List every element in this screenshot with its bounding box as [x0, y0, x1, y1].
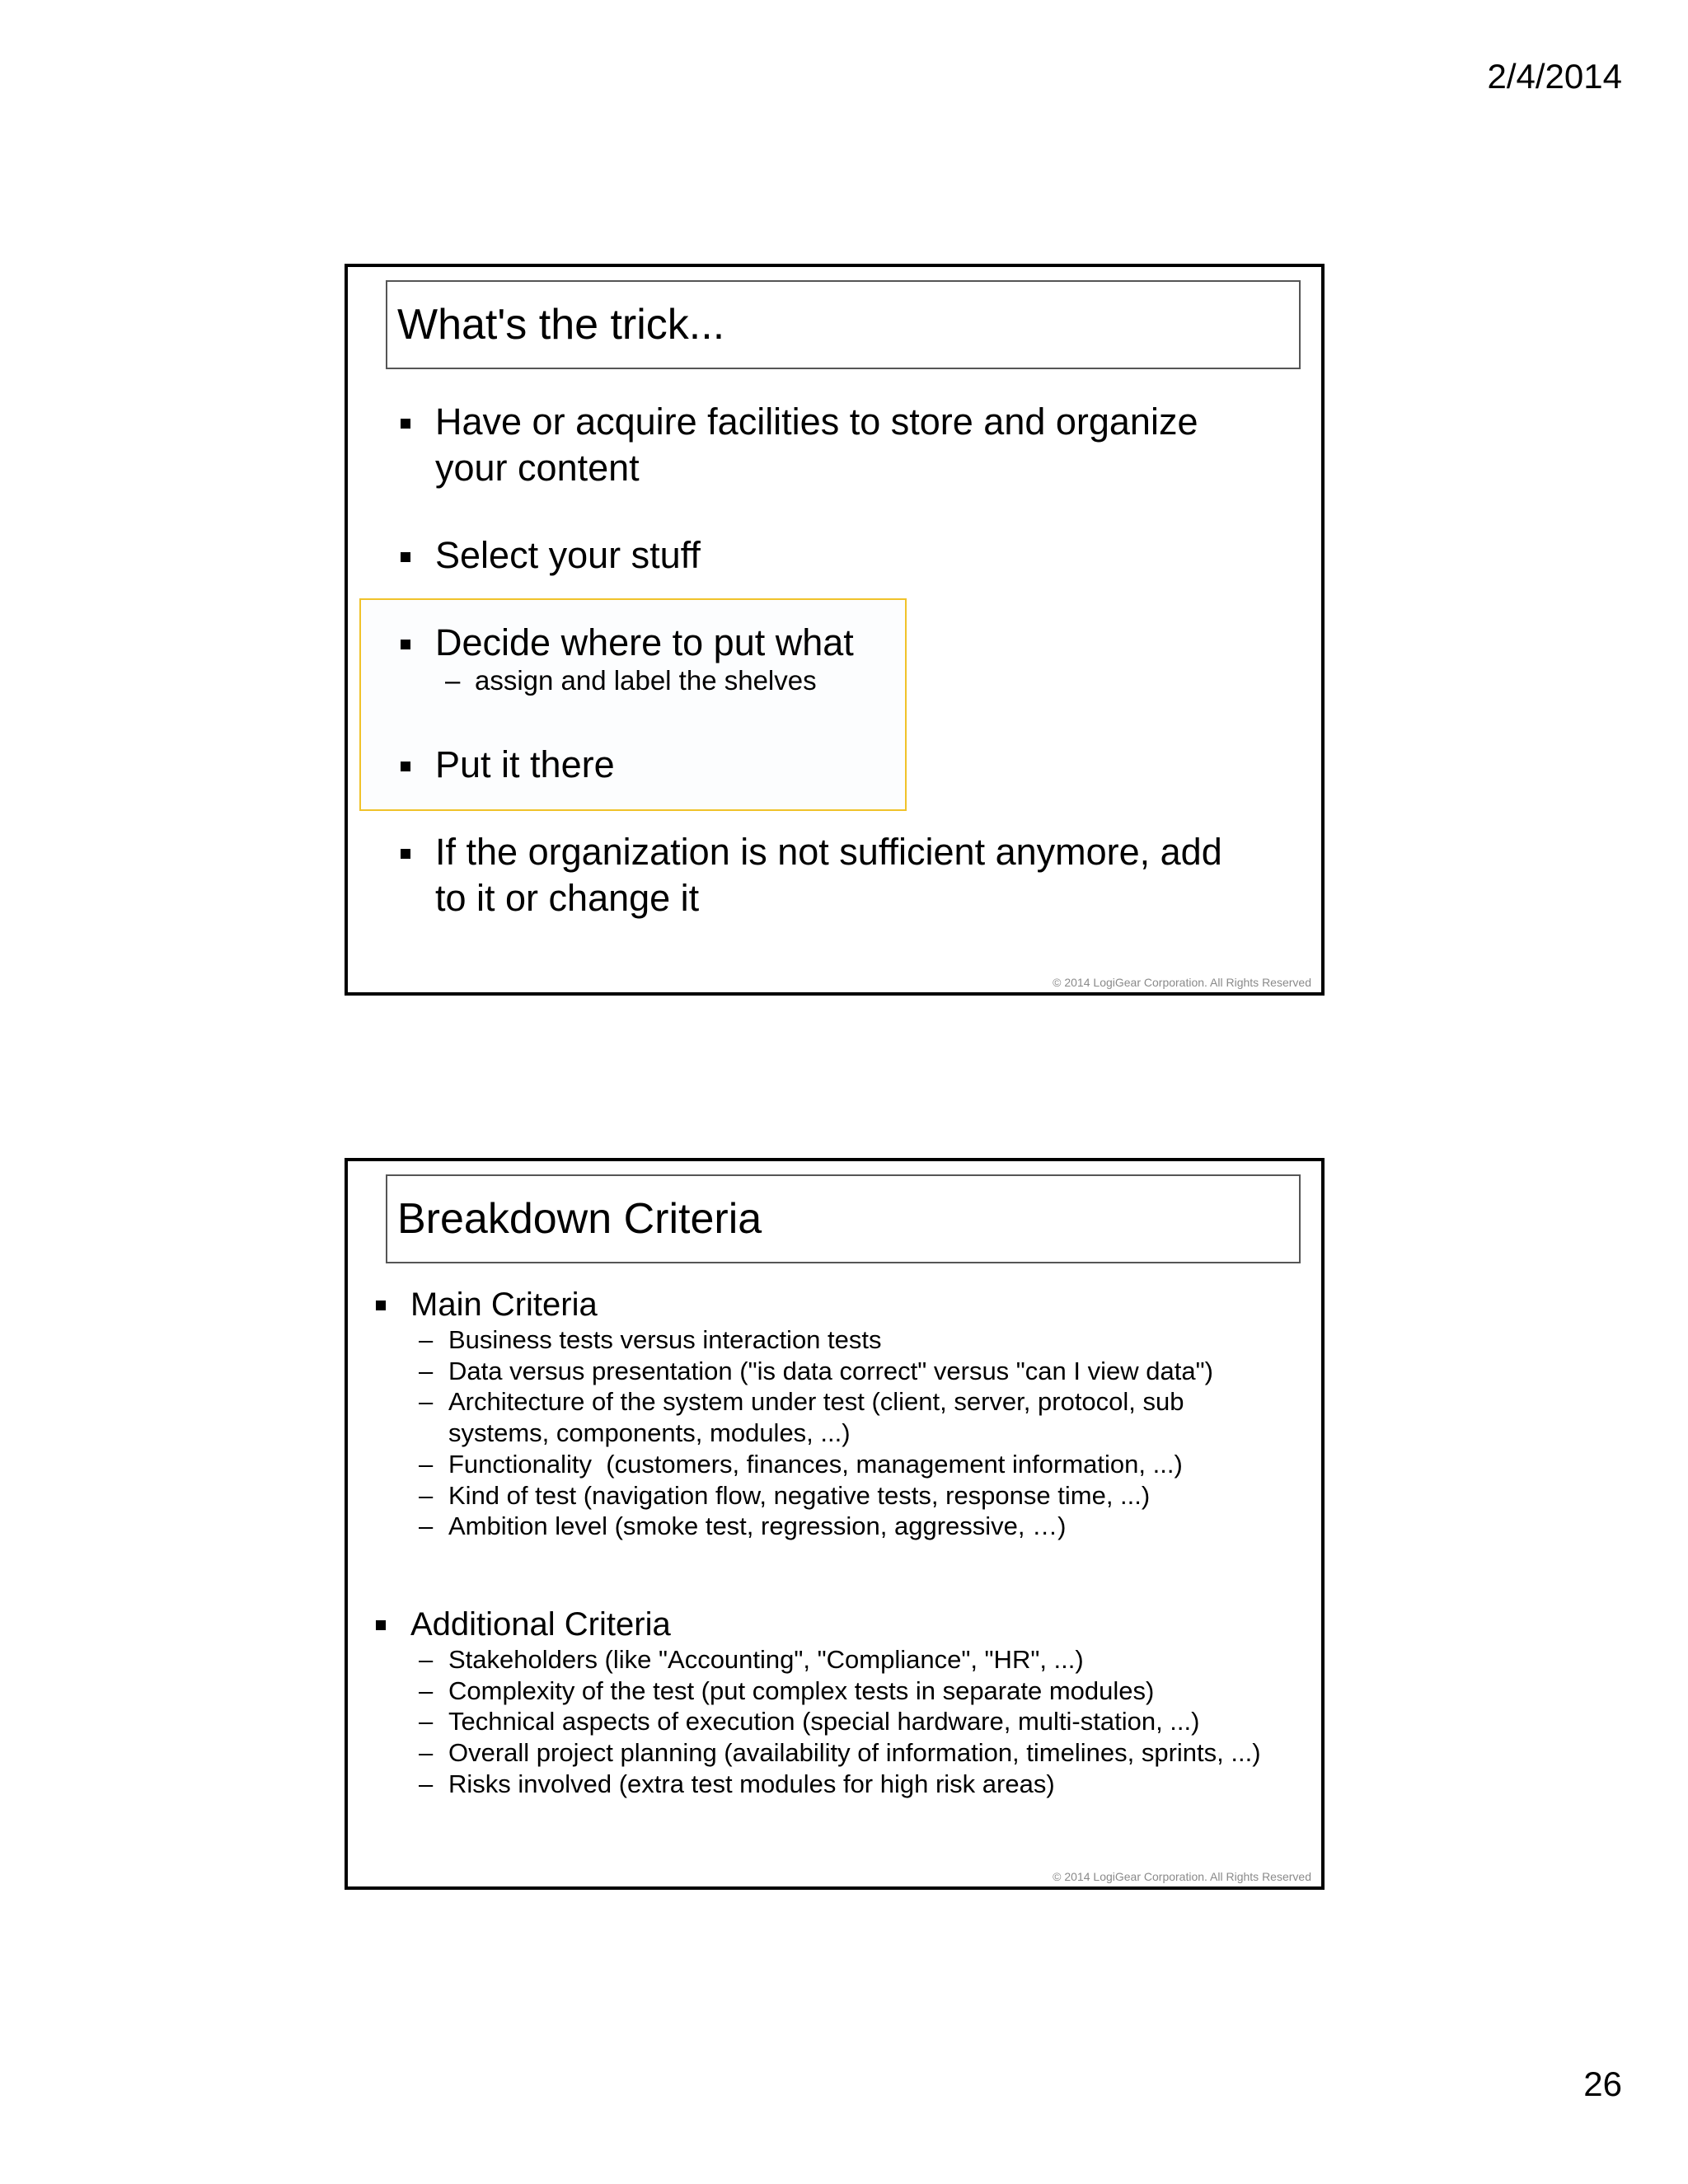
dash-bullet-icon: –	[419, 1675, 434, 1705]
list-item-text	[448, 1386, 1184, 1448]
copyright-footer: © 2014 LogiGear Corporation. All Rights Reserved	[1053, 1870, 1311, 1883]
list-item-text: Complexity of the test (put complex tests in separate modules)	[448, 1675, 1155, 1705]
square-bullet-icon	[376, 1620, 386, 1630]
list-item	[419, 1769, 1261, 1800]
square-bullet-icon	[376, 1301, 386, 1310]
list-item-text-line: Architecture of the system under test (client, server, protocol, sub	[448, 1387, 1184, 1417]
bullet-text-line: Have or acquire facilities to store and organize	[435, 401, 1198, 443]
bullet-text-line: Select your stuff	[435, 534, 701, 576]
square-bullet-icon	[401, 552, 410, 562]
list-item	[419, 1511, 1213, 1542]
list-item	[419, 1675, 1261, 1707]
list-item-text: Risks involved (extra test modules for high risk areas)	[448, 1769, 1055, 1798]
list-item	[419, 1386, 1213, 1448]
section-heading-text: Main Criteria	[410, 1286, 598, 1323]
section-heading	[376, 1605, 671, 1644]
list-item-text: Business tests versus interaction tests	[448, 1325, 882, 1354]
list-item-text: Stakeholders (like "Accounting", "Compliance", "HR", ...)	[448, 1645, 1084, 1674]
dash-bullet-icon: –	[419, 1480, 434, 1510]
bullet-text-line: to it or change it	[435, 877, 700, 919]
list-item	[419, 1706, 1261, 1737]
bullet-text-line: your content	[435, 447, 640, 489]
slide-title: Breakdown Criteria	[397, 1195, 762, 1243]
bullet-item	[401, 829, 1222, 921]
list-item-text: Ambition level (smoke test, regression, aggressive, …)	[448, 1511, 1067, 1541]
list-item-text: Technical aspects of execution (special hardware, multi-station, ...)	[448, 1707, 1200, 1736]
square-bullet-icon	[401, 762, 410, 771]
slide-title: What's the trick...	[397, 301, 725, 349]
bullet-item	[401, 620, 854, 666]
square-bullet-icon	[401, 849, 410, 859]
bullet-text-line: Decide where to put what	[435, 621, 854, 663]
page-number: 26	[1583, 2064, 1622, 2103]
slide-title-box	[386, 1174, 1301, 1263]
slide-breakdown-criteria	[345, 1158, 1325, 1890]
list-item	[419, 1644, 1261, 1675]
list-item	[419, 1356, 1213, 1387]
section-heading	[376, 1285, 598, 1324]
dash-bullet-icon: –	[419, 1707, 434, 1736]
list-item-text: Data versus presentation ("is data correct" versus "can I view data")	[448, 1356, 1213, 1385]
dash-bullet-icon: –	[419, 1511, 434, 1541]
bullet-item	[401, 742, 615, 788]
dash-bullet-icon: –	[419, 1325, 434, 1354]
additional-criteria-list	[419, 1644, 1261, 1800]
list-item-text: Functionality (customers, finances, management information, ...)	[448, 1449, 1183, 1479]
dash-bullet-icon: –	[419, 1449, 434, 1479]
bullet-text-line: Put it there	[435, 743, 615, 785]
square-bullet-icon	[401, 640, 410, 649]
list-item	[419, 1324, 1213, 1356]
page-date: 2/4/2014	[1487, 57, 1622, 96]
square-bullet-icon	[401, 419, 410, 429]
sub-bullet-text: assign and label the shelves	[475, 665, 817, 696]
sub-bullet-item	[445, 664, 817, 697]
copyright-footer: © 2014 LogiGear Corporation. All Rights Reserved	[1053, 976, 1311, 989]
main-criteria-list	[419, 1324, 1213, 1542]
list-item	[419, 1480, 1213, 1511]
dash-bullet-icon: –	[445, 665, 461, 696]
bullet-item	[401, 532, 701, 579]
dash-bullet-icon: –	[419, 1769, 434, 1798]
dash-bullet-icon: –	[419, 1738, 434, 1768]
list-item-text-line: systems, components, modules, ...)	[448, 1418, 851, 1448]
list-item	[419, 1737, 1261, 1769]
list-item	[419, 1449, 1213, 1480]
list-item-text: Kind of test (navigation flow, negative tests, response time, ...)	[448, 1480, 1151, 1510]
bullet-item	[401, 399, 1198, 491]
list-item-text: Overall project planning (availability of information, timelines, sprints, ...)	[448, 1738, 1261, 1768]
slide-whats-the-trick	[345, 264, 1325, 996]
dash-bullet-icon: –	[419, 1356, 434, 1385]
bullet-text-line: If the organization is not sufficient anymore, add	[435, 831, 1222, 873]
section-heading-text: Additional Criteria	[410, 1606, 671, 1643]
slide-title-box	[386, 280, 1301, 369]
dash-bullet-icon: –	[419, 1645, 434, 1674]
dash-bullet-icon: –	[419, 1387, 434, 1417]
